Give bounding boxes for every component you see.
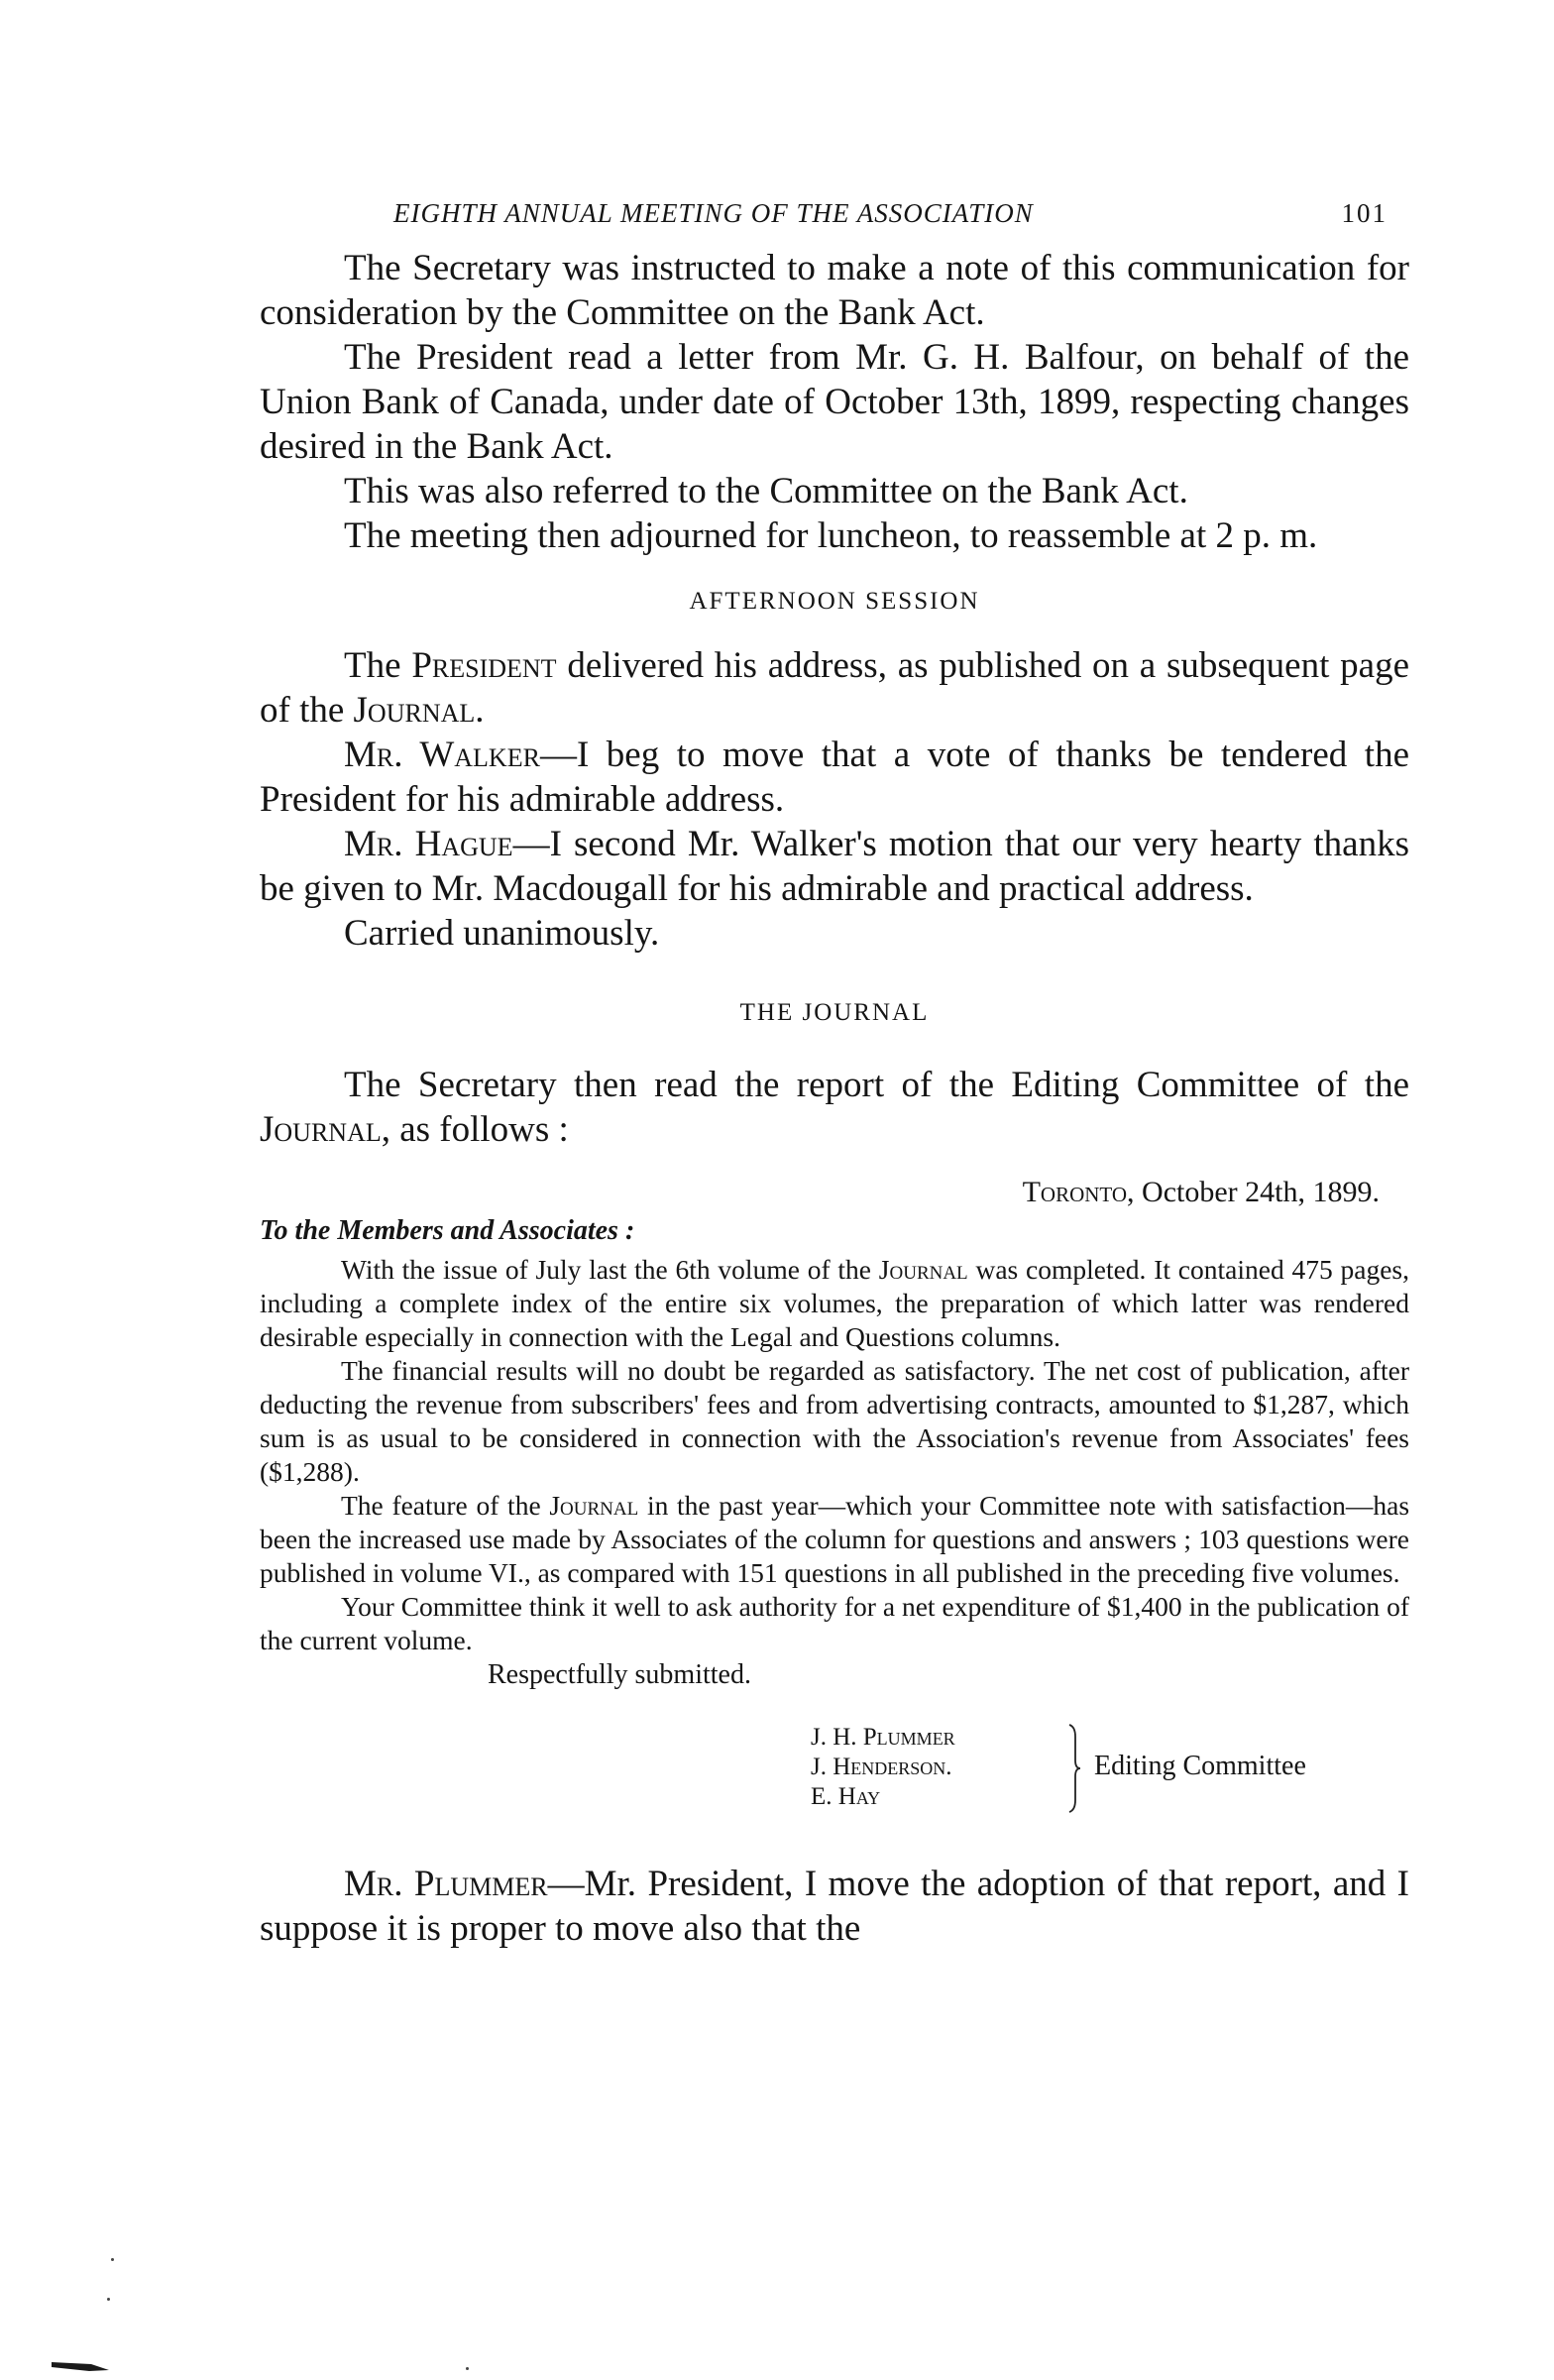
report-salutation: To the Members and Associates : [260,1215,635,1246]
journal-heading: THE JOURNAL [739,999,930,1026]
report-signoff: Respectfully submitted. [488,1659,751,1690]
intro-paragraph-2: The President read a letter from Mr. G. H. Balfour, on behalf of the Union Bank of Canada, under date of October 13th, 1899, respecting changes desired in the Bank Act. [260,337,1409,467]
scan-speck [466,2367,469,2370]
text: delivered his address, as published on a subsequent page of the [260,645,1410,731]
report-paragraph-2: The financial results will no doubt be regarded as satisfactory. The net cost of publication, after deducting the revenue from subscribers' fees and from advertising contracts, amounted to $1,287, which sum is as usual to be considered in connection with the Association's revenue from Associates' fees ($1,288). [260,1355,1409,1487]
signature-block [260,1723,1409,1832]
second-text: —I second Mr. Walker's motion that our very hearty thanks be given to Mr. Macdougall for his admirable and practical address. [260,824,1410,909]
closing-paragraph [260,1862,1409,1951]
journal-name: Journal [878,1254,968,1285]
speaker-name: Mr. Plummer [344,1864,548,1904]
place: Toronto [1022,1176,1128,1208]
speaker-name: Mr. Walker [344,735,540,775]
intro-paragraph-3: This was also referred to the Committee on the Bank Act. [344,471,1188,511]
text: in the past year—which your Committee note with satisfaction—has been the increased use made by Associates of the column for questions and answers ; 103 questions were published in volume VI., as compared with 151 questions in all published in the preceding five volumes. [260,1490,1410,1588]
signatory: E. Hay [811,1783,881,1810]
text: , as follows : [381,1109,569,1150]
speaker-name: Mr. Hague [344,824,513,864]
report-paragraph-1 [260,1253,1409,1354]
journal-name: Journal [353,690,476,731]
journal-name: Journal [260,1109,382,1150]
committee-label: Editing Committee [1094,1751,1306,1781]
text: The [344,645,401,686]
scan-speck [107,2298,110,2301]
right-brace-icon [1067,1723,1081,1814]
president-address-paragraph [260,643,1409,733]
afternoon-session-heading: AFTERNOON SESSION [689,588,980,615]
signatory: J. Henderson. [811,1754,952,1780]
text: The Secretary then read the report of the Editing Committee of the [344,1065,1409,1105]
report-dateline [260,1176,1380,1209]
journal-name: Journal [549,1490,639,1521]
journal-intro-paragraph [260,1063,1409,1152]
running-title: EIGHTH ANNUAL MEETING OF THE ASSOCIATION [393,198,1034,228]
scan-arrow-mark-icon [52,2359,109,2373]
closing-text: —Mr. President, I move the adoption of that report, and I suppose it is proper to move also that the [260,1864,1410,1949]
carried-paragraph: Carried unanimously. [344,913,660,954]
page-header [260,198,1409,246]
intro-paragraph-4: The meeting then adjourned for luncheon, to reassemble at 2 p. m. [344,515,1318,556]
date: , October 24th, 1899. [1127,1176,1380,1208]
hague-second-paragraph [260,822,1409,911]
text: was completed. It contained 475 pages, including a complete index of the entire six volumes, the preparation of which latter was rendered desirable especially in connection with the Legal and Questions columns. [260,1254,1410,1352]
signatory-list [811,1723,955,1812]
text: . [475,690,485,731]
president-name: President [411,645,557,686]
page-number: 101 [1341,198,1388,228]
signatory: J. H. Plummer [811,1724,955,1751]
text: The feature of the [341,1490,541,1521]
report-paragraph-4: Your Committee think it well to ask authority for a net expenditure of $1,400 in the publication of the current volume. [260,1591,1409,1655]
document-page [260,198,1409,1951]
scan-speck [111,2258,114,2261]
motion-text: —I beg to move that a vote of thanks be tendered the President for his admirable address. [260,735,1409,820]
report-paragraph-3 [260,1489,1409,1590]
intro-paragraph-1: The Secretary was instructed to make a note of this communication for consideration by the Committee on the Bank Act. [260,248,1409,333]
walker-motion-paragraph [260,733,1409,822]
text: With the issue of July last the 6th volume of the [341,1254,871,1285]
